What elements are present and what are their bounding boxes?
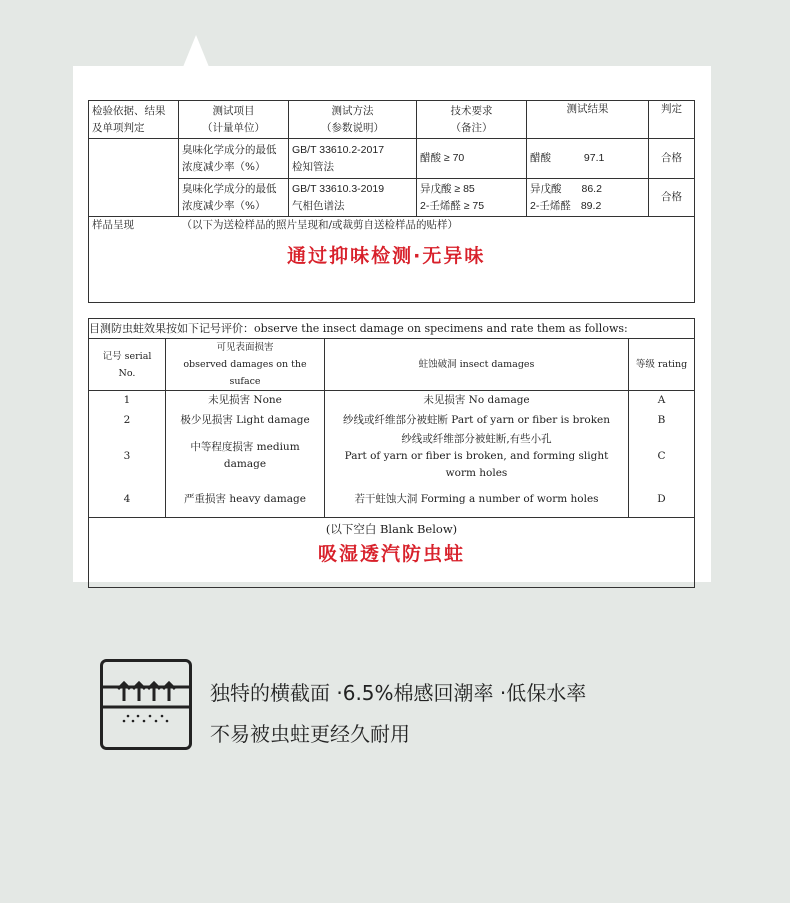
item-cell: 臭味化学成分的最低 浓度减少率（%） [179,179,289,217]
sample-row [89,217,695,303]
method-cell: GB/T 33610.2-2017 检知管法 [289,139,417,179]
moisture-wicking-icon [100,659,192,750]
table-row [89,139,695,179]
feature-line-1: 独特的横截面 ·6.5%棉感回潮率 ·低保水率 [210,681,587,705]
table-row [89,411,695,431]
verdict-cell: 合格 [649,139,695,179]
blank-content: (以下空白 Blank Below) 吸湿透汽防虫蛀 [89,518,695,588]
holes-cell: 纱线或纤维部分被蛀断,有些小孔 Part of yarn or fiber is broken, and forming slight worm holes [325,431,629,482]
holes-cell: 纱线或纤维部分被蛀断 Part of yarn or fiber is broken [325,411,629,431]
blank-cell [89,139,179,217]
serial-cell: 4 [89,482,166,518]
header-cell: 检验依据、结果 及单项判定 [89,101,179,139]
table-header-row [89,101,695,139]
rating-cell: B [629,411,695,431]
rating-cell: C [629,431,695,482]
blank-row [89,518,695,588]
surface-cell: 极少见损害 Light damage [166,411,325,431]
insect-damage-table [88,318,695,588]
method-cell: GB/T 33610.3-2019 气相色谱法 [289,179,417,217]
holes-cell: 未见损害 No damage [325,391,629,411]
table-row [89,482,695,518]
sample-content: （以下为送检样品的照片呈现和/或裁剪自送检样品的贴样） 通过抑味检测·无异味 [179,217,695,303]
serial-cell: 1 [89,391,166,411]
header-cell: 测试结果 [527,101,649,139]
header-cell: 记号 serial No. [89,339,166,391]
requirement-cell: 醋酸 ≥ 70 [417,139,527,179]
surface-cell: 未见损害 None [166,391,325,411]
card-pointer [183,35,209,67]
header-cell: 可见表面损害 observed damages on the suface [166,339,325,391]
odor-test-table [88,100,695,303]
insect-highlight: 吸湿透汽防虫蛀 [318,543,466,565]
header-cell: 测试方法 （参数说明） [289,101,417,139]
table-header-row [89,339,695,391]
header-cell: 测试项目 （计量单位） [179,101,289,139]
header-cell: 判定 [649,101,695,139]
result-cell: 异戊酸 86.2 2-壬烯醛 89.2 [527,179,649,217]
feature-line-2: 不易被虫蛀更经久耐用 [210,722,410,746]
sample-label: 样品呈现 [89,217,179,303]
odor-highlight: 通过抑味检测·无异味 [287,245,486,267]
surface-cell: 中等程度损害 medium damage [166,431,325,482]
table-title: 目测防虫蛀效果按如下记号评价：observe the insect damage on specimens and rate them as follows: [89,319,695,339]
result-cell: 醋酸 97.1 [527,139,649,179]
rating-cell: A [629,391,695,411]
surface-cell: 严重损害 heavy damage [166,482,325,518]
table-row [89,391,695,411]
table-title-row [89,319,695,339]
holes-cell: 若干蛀蚀大洞 Forming a number of worm holes [325,482,629,518]
header-cell: 技术要求 （备注） [417,101,527,139]
serial-cell: 2 [89,411,166,431]
table-row [89,179,695,217]
header-cell: 蛀蚀破洞 insect damages [325,339,629,391]
header-cell: 等级 rating [629,339,695,391]
serial-cell: 3 [89,431,166,482]
rating-cell: D [629,482,695,518]
verdict-cell: 合格 [649,179,695,217]
item-cell: 臭味化学成分的最低 浓度减少率（%） [179,139,289,179]
requirement-cell: 异戊酸 ≥ 85 2-壬烯醛 ≥ 75 [417,179,527,217]
table-row [89,431,695,482]
